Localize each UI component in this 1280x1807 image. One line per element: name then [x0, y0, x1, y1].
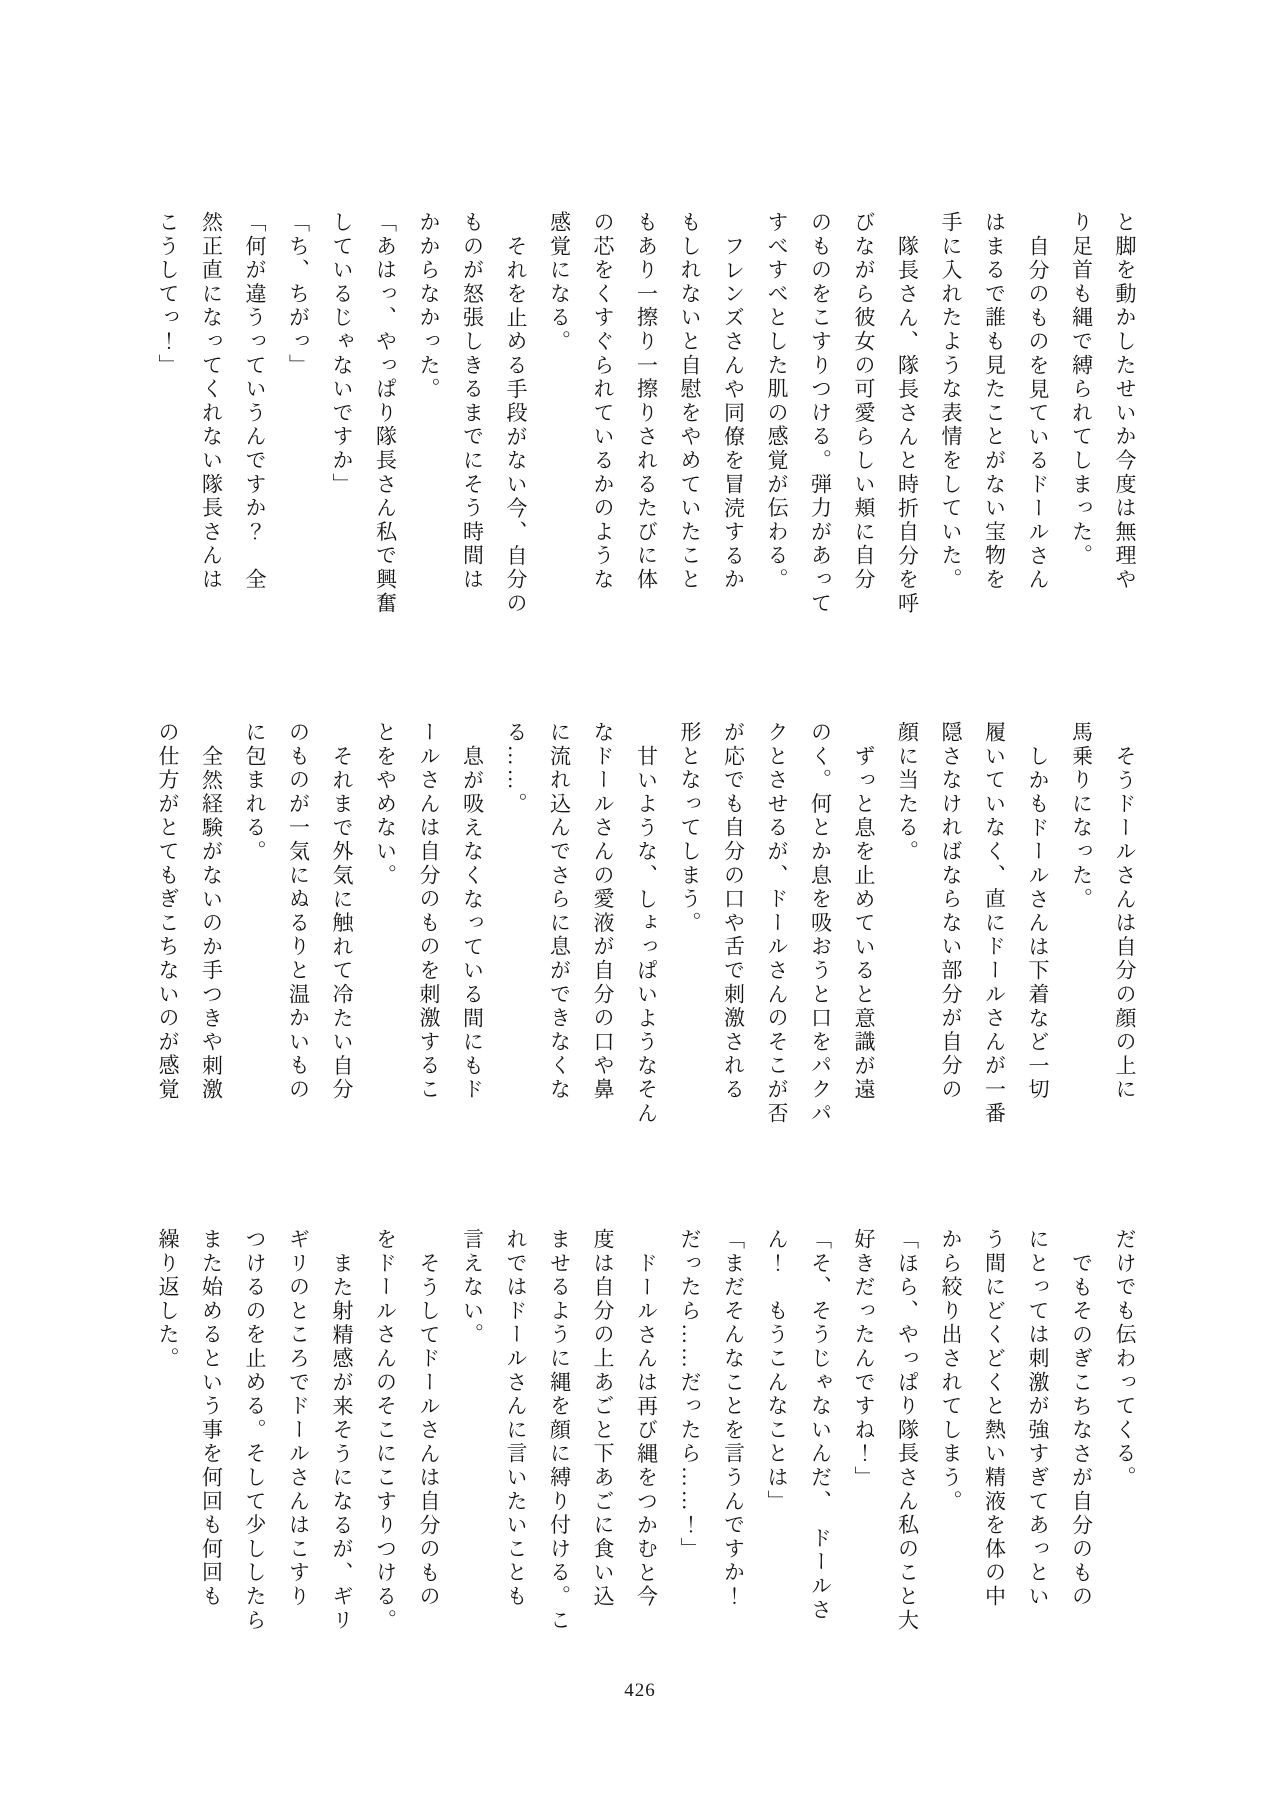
text-line: しかもドールさんは下着など一切	[1026, 745, 1050, 1102]
text-line: 然正直になってくれない隊長さんは	[199, 211, 224, 592]
text-line: ドールさんは再び縄をつかむと今	[634, 1252, 659, 1609]
page-number: 426	[624, 1680, 656, 1701]
text-line: びながら彼女の可愛らしい頬に自分	[852, 211, 876, 592]
text-line: もあり一擦り一擦りされるたびに体	[634, 211, 659, 592]
text-line: に包まれる。	[243, 721, 267, 864]
text-line: に流れ込んでさらに息ができなくな	[547, 721, 572, 1102]
text-line: にとっては刺激が強すぎてあっとい	[1026, 1228, 1050, 1609]
text-line: 全然経験がないのか手つきや刺激	[199, 745, 224, 1102]
text-line: の芯をくすぐられているかのような	[591, 211, 615, 592]
text-band-top	[146, 211, 1147, 629]
text-line: もしれないと自慰をやめていたこと	[678, 211, 702, 592]
text-line: 繰り返した。	[156, 1228, 180, 1371]
text-line: そうしてドールさんは自分のもの	[417, 1252, 441, 1609]
text-line: が応でも自分の口や舌で刺激される	[721, 721, 746, 1102]
text-line: 形となってしまう。	[678, 721, 702, 936]
text-line: とをやめない。	[373, 721, 398, 888]
text-line: はまるで誰も見たことがない宝物を	[982, 211, 1007, 592]
text-line: 隠さなければならない部分が自分の	[939, 721, 963, 1102]
text-line: 甘いような、しょっぱいようなそん	[634, 745, 659, 1126]
text-band-middle	[146, 721, 1147, 1139]
text-line: こうしてっ！」	[156, 211, 180, 378]
text-line: でもそのぎこちなさが自分のもの	[1069, 1252, 1094, 1609]
text-line: そうドールさんは自分の顔の上に	[1113, 745, 1137, 1102]
text-line: 好きだったんですね！」	[852, 1228, 876, 1490]
text-line: 「ほら、やっぱり隊長さん私のこと大	[895, 1228, 920, 1633]
text-line: ールさんは自分のものを刺激するこ	[417, 721, 441, 1102]
text-line: 手に入れたような表情をしていた。	[939, 211, 963, 592]
text-line: 「何が違うっていうんですか？ 全	[243, 211, 267, 592]
text-line: 履いていなく、直にドールさんが一番	[982, 721, 1007, 1126]
text-line: の仕方がとてもぎこちないのが感覚	[156, 721, 180, 1102]
text-line: と脚を動かしたせいか今度は無理や	[1113, 211, 1137, 592]
text-line: のものをこすりつける。弾力があって	[808, 211, 833, 616]
text-line: 「ち、ちがっ」	[286, 211, 311, 378]
text-line: クとさせるが、ドールさんのそこが否	[765, 721, 789, 1126]
text-line: のく。何とか息を吸おうと口をパクパ	[808, 721, 833, 1126]
text-line: 馬乗りになった。	[1069, 721, 1094, 912]
text-line: 「そ、そうじゃないんだ、 ドールさ	[808, 1228, 833, 1623]
text-band-bottom	[146, 1228, 1147, 1646]
text-line: 度は自分の上あごと下あごに食い込	[591, 1228, 615, 1609]
text-line: 顔に当たる。	[895, 721, 920, 864]
text-line: れではドールさんに言いたいことも	[504, 1228, 528, 1609]
text-line: ものが怒張しきるまでにそう時間は	[460, 211, 485, 592]
text-line: なドールさんの愛液が自分の口や鼻	[591, 721, 615, 1102]
text-line: 「あはっ、やっぱり隊長さん私で興奮	[373, 211, 398, 616]
text-line: また始めるという事を何回も何回も	[199, 1228, 224, 1609]
text-line: り足首も縄で縛られてしまった。	[1069, 211, 1094, 568]
text-line: から絞り出されてしまう。	[939, 1228, 963, 1514]
text-line: かからなかった。	[417, 211, 441, 402]
text-line: る……。	[504, 721, 528, 817]
text-line: すべすべとした肌の感覚が伝わる。	[765, 211, 789, 592]
text-line: う間にどくどくと熱い精液を体の中	[982, 1228, 1007, 1609]
text-line: だけでも伝わってくる。	[1113, 1228, 1137, 1490]
text-line: ギリのところでドールさんはこすり	[286, 1228, 311, 1609]
text-line: つけるのを止める。そして少ししたら	[243, 1228, 267, 1633]
text-line: 言えない。	[460, 1228, 485, 1347]
text-line: 隊長さん、隊長さんと時折自分を呼	[895, 235, 920, 616]
text-line: 「まだそんなことを言うんですか！	[721, 1228, 746, 1609]
text-line: ませるように縄を顔に縛り付ける。こ	[547, 1228, 572, 1633]
text-line: 息が吸えなくなっている間にもド	[460, 745, 485, 1102]
text-line: ん！ もうこんなことは」	[765, 1228, 789, 1514]
text-line: それまで外気に触れて冷たい自分	[330, 745, 354, 1102]
text-line: また射精感が来そうになるが、ギリ	[330, 1252, 354, 1633]
text-line: のものが一気にぬるりと温かいもの	[286, 721, 311, 1102]
text-line: をドールさんのそこにこすりつける。	[373, 1228, 398, 1633]
text-line: しているじゃないですか」	[330, 211, 354, 497]
text-line: だったら……だったら……！」	[678, 1228, 702, 1562]
text-line: フレンズさんや同僚を冒涜するか	[721, 235, 746, 592]
text-line: それを止める手段がない今、自分の	[504, 235, 528, 616]
text-line: 自分のものを見ているドールさん	[1026, 235, 1050, 592]
text-line: ずっと息を止めていると意識が遠	[852, 745, 876, 1102]
text-line: 感覚になる。	[547, 211, 572, 354]
